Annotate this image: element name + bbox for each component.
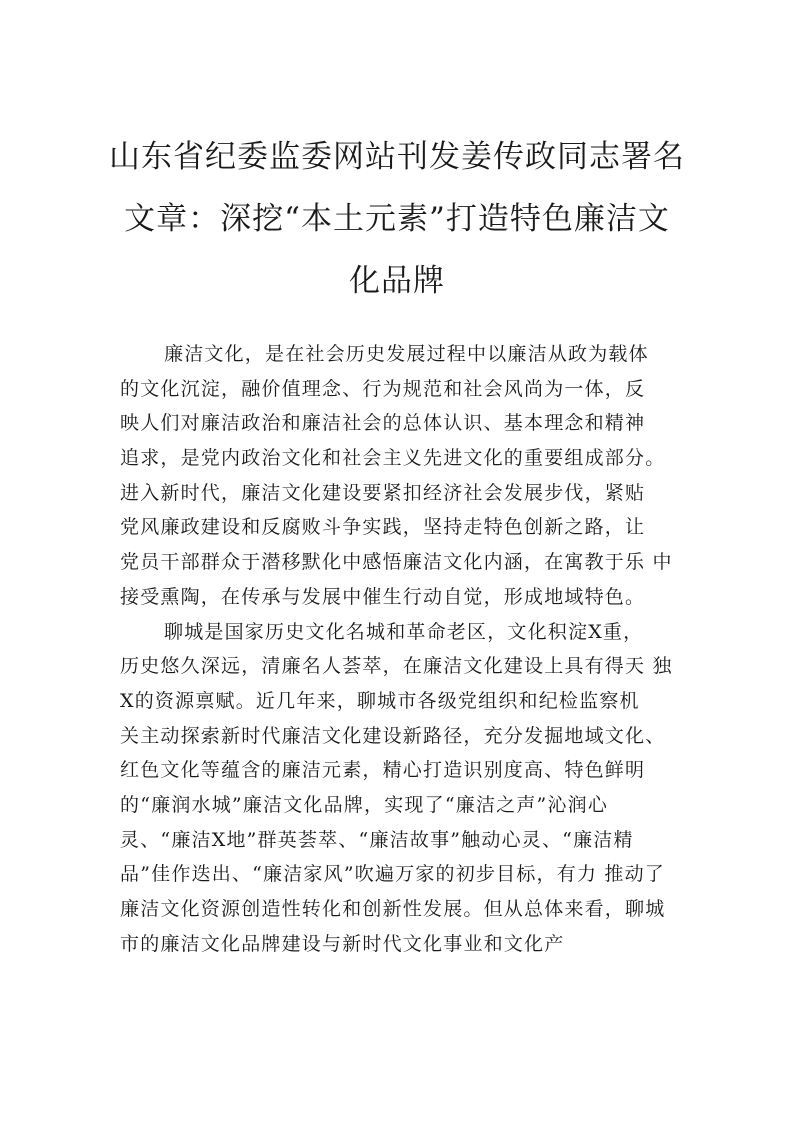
body-line: 映人们对廉洁政治和廉洁社会的总体认识、基本理念和精神 xyxy=(120,412,646,435)
body-line: 关主动探索新时代廉洁文化建设新路径，充分发掘地域文化、 xyxy=(120,724,666,747)
body-line: 市的廉洁文化品牌建设与新时代文化事业和文化产 xyxy=(120,932,565,955)
body-line: X的资源禀赋。近几年来，聊城市各级党组织和纪检监察机 xyxy=(120,689,640,712)
article-title xyxy=(100,126,694,312)
body-line: 灵、“廉洁X地”群英荟萃、“廉洁故事”触动心灵、“廉洁精 xyxy=(120,828,634,851)
body-line: 接受熏陶，在传承与发展中催生行动自觉，形成地域特色。 xyxy=(120,585,646,608)
body-line: 品”佳作迭出、“廉洁家风”吹遍万家的初步目标，有力 推动了 xyxy=(120,863,665,886)
body-line: 追求，是党内政治文化和社会主义先进文化的重要组成部分。 xyxy=(120,447,666,470)
body-line: 聊城是国家历史文化名城和革命老区，文化积淀X重， xyxy=(164,620,644,643)
body-line: 进入新时代，廉洁文化建设要紧扣经济社会发展步伐，紧贴 xyxy=(120,481,646,504)
title-line-1: 山东省纪委监委网站刊发姜传政同志署名 xyxy=(109,139,685,175)
title-line-3: 化品牌 xyxy=(349,263,445,299)
paragraph-1 xyxy=(120,337,680,615)
body-line: 党风廉政建设和反腐败斗争实践，坚持走特色创新之路，让 xyxy=(120,516,646,539)
body-line: 的“廉润水城”廉洁文化品牌，实现了“廉洁之声”沁润心 xyxy=(120,793,609,816)
body-line: 红色文化等蕴含的廉洁元素，精心打造识别度高、特色鲜明 xyxy=(120,759,646,782)
body-line: 历史悠久深远，清廉名人荟萃，在廉洁文化建设上具有得天 独 xyxy=(120,655,673,678)
body-line: 廉洁文化资源创造性转化和创新性发展。但从总体来看，聊城 xyxy=(120,898,666,920)
paragraph-2 xyxy=(120,615,680,962)
body-line: 廉洁文化，是在社会历史发展过程中以廉洁从政为载体 xyxy=(164,343,649,365)
body-line: 的文化沉淀，融价值理念、行为规范和社会风尚为一体，反 xyxy=(120,377,646,400)
title-line-2: 文章：深挖“本土元素”打造特色廉洁文 xyxy=(124,201,670,237)
body-line: 党员干部群众于潜移默化中感悟廉洁文化内涵，在寓教于乐 中 xyxy=(120,551,673,574)
article-body xyxy=(120,337,680,961)
